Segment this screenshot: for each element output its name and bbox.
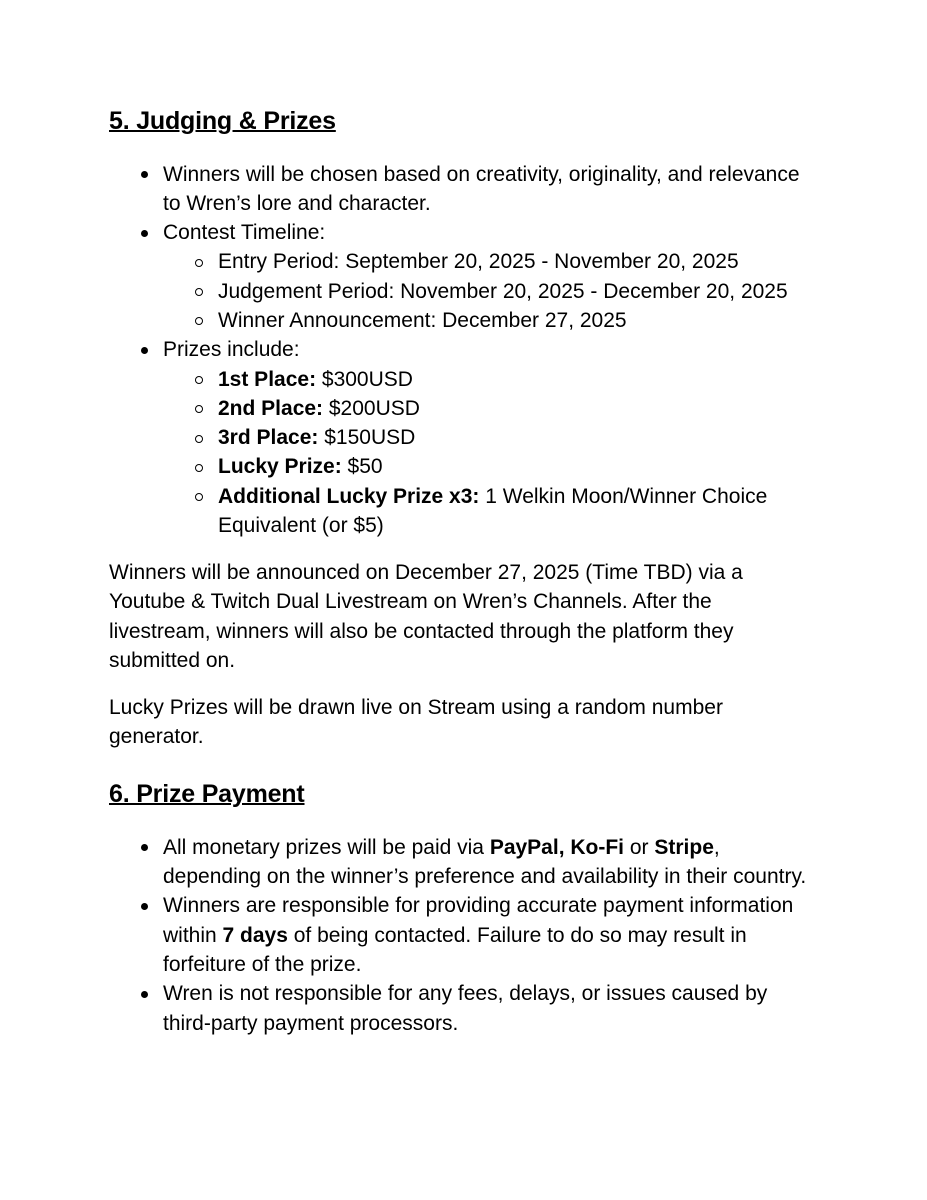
bullet-disc-marker bbox=[141, 844, 148, 851]
bullet-circle-marker bbox=[195, 435, 203, 443]
text-run: Contest Timeline: bbox=[163, 221, 326, 245]
sub-bullet-text bbox=[218, 426, 415, 449]
bullet-text bbox=[163, 163, 800, 215]
text-run: $300USD bbox=[316, 367, 413, 391]
bullet-circle-marker bbox=[195, 317, 203, 325]
sub-bullet-text bbox=[218, 309, 627, 332]
bullet-item bbox=[163, 891, 815, 979]
sub-bullet-item bbox=[218, 394, 815, 423]
bullet-disc-marker bbox=[141, 347, 148, 354]
bold-text-run: 2nd Place: bbox=[218, 396, 324, 420]
bullet-disc-marker bbox=[141, 230, 148, 237]
sub-bullet-text bbox=[218, 485, 767, 537]
text-run: Judgement Period: November 20, 2025 - December 20, 2025 bbox=[218, 279, 788, 303]
bullet-circle-marker bbox=[195, 376, 203, 384]
sub-bullet-item bbox=[218, 482, 815, 541]
payment-bullet-list bbox=[109, 833, 815, 1038]
sub-bullet-item bbox=[218, 452, 815, 481]
bullet-text bbox=[163, 982, 767, 1034]
bullet-item bbox=[163, 160, 815, 219]
bullet-text bbox=[163, 894, 793, 976]
sub-bullet-text bbox=[218, 250, 739, 273]
text-run: $200USD bbox=[323, 396, 420, 420]
bold-text-run: 7 days bbox=[222, 923, 288, 947]
bullet-item bbox=[163, 335, 815, 540]
sub-bullet-item bbox=[218, 423, 815, 452]
text-run: or bbox=[624, 835, 655, 859]
bullet-disc-marker bbox=[141, 903, 148, 910]
text-run: Winners are responsible for providing accurate payment information within bbox=[163, 894, 794, 947]
bullet-text bbox=[163, 836, 806, 888]
bold-text-run: PayPal, Ko-Fi bbox=[489, 835, 625, 859]
text-run: of being contacted. Failure to do so may result in forfeiture of the prize. bbox=[163, 923, 747, 977]
text-run: All monetary prizes will be paid via bbox=[163, 835, 490, 859]
bullet-item bbox=[163, 979, 815, 1038]
text-run: Wren is not responsible for any fees, delays, or issues caused by third-party payment processors. bbox=[163, 982, 768, 1035]
bold-text-run: 3rd Place: bbox=[218, 426, 319, 450]
bullet-circle-marker bbox=[195, 464, 203, 472]
sub-bullet-item bbox=[218, 277, 815, 306]
bullet-text bbox=[163, 221, 325, 244]
bullet-text bbox=[163, 338, 300, 361]
sub-bullet-text bbox=[218, 455, 383, 478]
bullet-item bbox=[163, 833, 815, 892]
section-payment bbox=[109, 778, 815, 1038]
sub-bullet-item bbox=[218, 306, 815, 335]
sub-bullet-item bbox=[218, 365, 815, 394]
bullet-disc-marker bbox=[141, 991, 148, 998]
timeline-sub-list bbox=[163, 247, 815, 335]
text-run: Prizes include: bbox=[163, 338, 300, 362]
bold-text-run: 1st Place: bbox=[218, 367, 317, 391]
text-run: Winners will be chosen based on creativity, originality, and relevance to Wren’s lore and character. bbox=[163, 162, 800, 215]
bullet-item bbox=[163, 218, 815, 335]
bold-text-run: Additional Lucky Prize x3: bbox=[218, 484, 480, 508]
sub-bullet-text bbox=[218, 280, 788, 303]
sub-bullet-text bbox=[218, 368, 413, 391]
paragraph-winner-announcement: Winners will be announced on December 27, 2025 (Time TBD) via a Youtube & Twitch Dual Livestream on Wren’s Channels. After the livestream, winners will also be contacted through the platform they submitted on. bbox=[109, 560, 743, 672]
heading-judging: 5. Judging & Prizes bbox=[109, 107, 336, 135]
section-judging bbox=[109, 105, 815, 751]
bullet-circle-marker bbox=[195, 259, 203, 267]
bullet-circle-marker bbox=[195, 405, 203, 413]
prizes-sub-list bbox=[163, 365, 815, 541]
text-run: , depending on the winner’s preference and availability in their country. bbox=[163, 835, 807, 889]
bold-text-run: Stripe bbox=[654, 835, 714, 859]
bullet-disc-marker bbox=[141, 171, 148, 178]
paragraph-lucky-draw: Lucky Prizes will be drawn live on Stream using a random number generator. bbox=[109, 695, 723, 749]
text-run: 1 Welkin Moon/Winner Choice Equivalent (or $5) bbox=[218, 484, 768, 538]
sub-bullet-item bbox=[218, 247, 815, 276]
sub-bullet-text bbox=[218, 397, 420, 420]
bold-text-run: Lucky Prize: bbox=[218, 455, 342, 479]
heading-payment: 6. Prize Payment bbox=[109, 780, 305, 809]
text-run: Entry Period: September 20, 2025 - November 20, 2025 bbox=[218, 250, 739, 274]
text-run: $50 bbox=[341, 455, 383, 479]
bullet-circle-marker bbox=[195, 493, 203, 501]
text-run: Winner Announcement: December 27, 2025 bbox=[218, 308, 627, 332]
judging-bullet-list bbox=[109, 160, 815, 541]
text-run: $150USD bbox=[318, 426, 416, 450]
bullet-circle-marker bbox=[195, 288, 203, 296]
